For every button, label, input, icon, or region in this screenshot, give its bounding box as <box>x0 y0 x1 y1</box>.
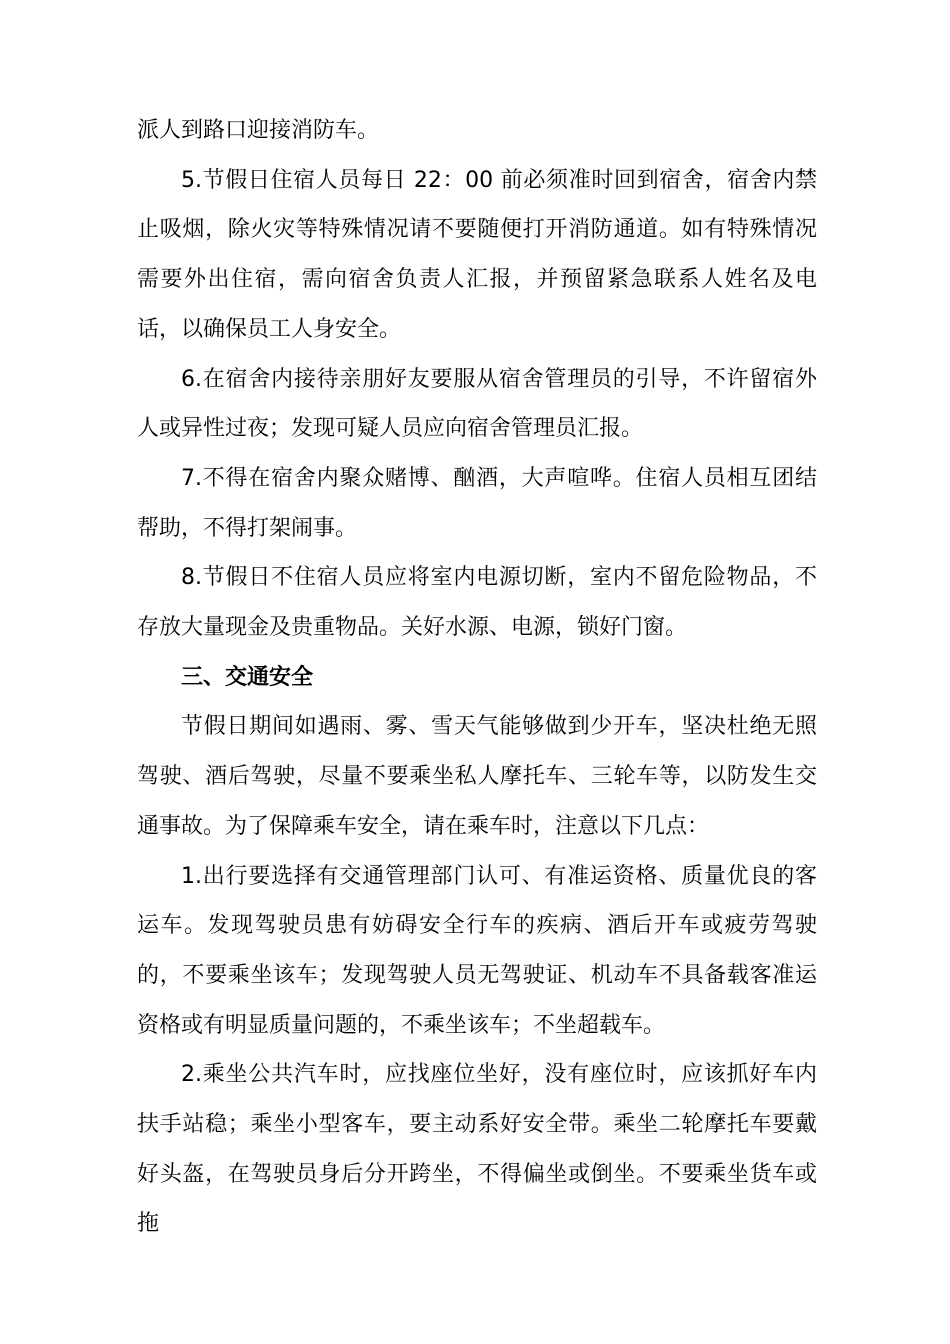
paragraph-item-8: 8.节假日不住宿人员应将室内电源切断，室内不留危险物品，不存放大量现金及贵重物品。关好水源、电源，锁好门窗。 <box>137 565 817 641</box>
paragraph-traffic-item-2: 2.乘坐公共汽车时，应找座位坐好，没有座位时，应该抓好车内扶手站稳；乘坐小型客车，要主动系好安全带。乘坐二轮摩托车要戴好头盔，在驾驶员身后分开跨坐，不得偏坐或倒坐。不要乘坐货车或拖 <box>137 1062 817 1237</box>
paragraph-item-6: 6.在宿舍内接待亲朋好友要服从宿舍管理员的引导，不许留宿外人或异性过夜；发现可疑人员应向宿舍管理员汇报。 <box>137 366 817 442</box>
paragraph-item-5: 5.节假日住宿人员每日 22：00 前必须准时回到宿舍，宿舍内禁止吸烟，除火灾等特殊情况请不要随便打开消防通道。如有特殊情况需要外出住宿，需向宿舍负责人汇报，并预留紧急联系人姓名及电话，以确保员工人身安全。 <box>137 167 817 342</box>
paragraph-traffic-item-1: 1.出行要选择有交通管理部门认可、有准运资格、质量优良的客运车。发现驾驶员患有妨碍安全行车的疾病、酒后开车或疲劳驾驶的，不要乘坐该车；发现驾驶人员无驾驶证、机动车不具备载客准运资格或有明显质量问题的，不乘坐该车；不坐超载车。 <box>137 863 817 1038</box>
document-body <box>137 106 817 1249</box>
paragraph-traffic-intro: 节假日期间如遇雨、雾、雪天气能够做到少开车，坚决杜绝无照驾驶、酒后驾驶，尽量不要乘坐私人摩托车、三轮车等，以防发生交通事故。为了保障乘车安全，请在乘车时，注意以下几点： <box>137 714 817 839</box>
paragraph-item-7: 7.不得在宿舍内聚众赌博、酗酒，大声喧哗。住宿人员相互团结帮助，不得打架闹事。 <box>137 465 817 541</box>
section-heading-traffic-safety: 三、交通安全 <box>181 664 314 690</box>
paragraph-continuation: 派人到路口迎接消防车。 <box>137 118 380 143</box>
